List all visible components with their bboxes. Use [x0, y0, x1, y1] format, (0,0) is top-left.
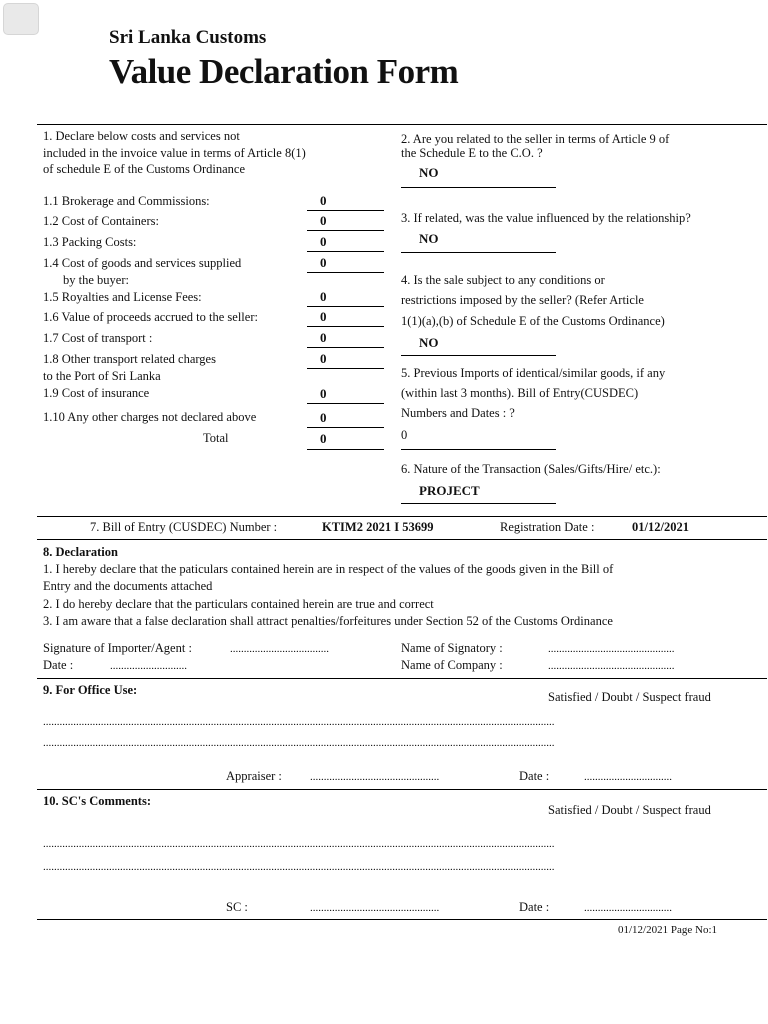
section-rule [37, 919, 767, 920]
sc-comment-line[interactable]: .......................................................................................................................................................................................... [43, 838, 555, 850]
q1-item-value: 0 [320, 234, 327, 249]
q6-line: 6. Nature of the Transaction (Sales/Gifts/Hire/ etc.): [401, 462, 661, 476]
q1-item-label-cont: to the Port of Sri Lanka [43, 369, 161, 383]
office-date-field[interactable]: ................................ [584, 771, 672, 783]
answer-underline [401, 449, 556, 450]
form-title: Value Declaration Form [109, 52, 459, 91]
q1-item-label: 1.3 Packing Costs: [43, 235, 137, 249]
sc-comments-heading: 10. SC's Comments: [43, 794, 151, 808]
q3-answer: NO [419, 231, 439, 246]
q1-item-label: 1.9 Cost of insurance [43, 386, 150, 400]
appraiser-label: Appraiser : [226, 769, 282, 783]
q4-answer: NO [419, 335, 439, 350]
office-use-heading: 9. For Office Use: [43, 683, 138, 697]
registration-date: 01/12/2021 [632, 520, 689, 534]
q4-line: restrictions imposed by the seller? (Refer Article [401, 293, 644, 307]
office-comment-line[interactable]: .......................................................................................................................................................................................... [43, 716, 555, 728]
q1-item-label: 1.5 Royalties and License Fees: [43, 290, 202, 304]
declaration-line: 3. I am aware that a false declaration shall attract penalties/forfeitures under Section 52 of the Customs Ordinance [43, 614, 613, 628]
signature-field[interactable]: .................................... [230, 643, 329, 655]
q1-item-label: 1.2 Cost of Containers: [43, 214, 159, 228]
q1-item-value: 0 [320, 193, 327, 208]
answer-underline [401, 252, 556, 253]
section-rule [37, 539, 767, 540]
declaration-line: 1. I hereby declare that the paticulars contained herein are in respect of the values of the goods given in the Bill of [43, 562, 614, 576]
signatory-label: Name of Signatory : [401, 641, 503, 655]
office-date-label: Date : [519, 769, 550, 783]
q1-item-label-cont: by the buyer: [63, 273, 129, 287]
answer-underline [401, 187, 556, 188]
value-underline [307, 347, 384, 348]
total-value: 0 [320, 431, 327, 446]
q1-item-value: 0 [320, 309, 327, 324]
q1-item-label: 1.10 Any other charges not declared above [43, 410, 257, 424]
page-footer: 01/12/2021 Page No:1 [618, 924, 717, 936]
answer-underline [401, 355, 556, 356]
declaration-line: 2. I do hereby declare that the particulars contained herein are true and correct [43, 597, 434, 611]
top-rule [37, 124, 767, 125]
q1-item-value: 0 [320, 330, 327, 345]
value-underline [307, 306, 384, 307]
value-underline [307, 251, 384, 252]
q5-line: Numbers and Dates : ? [401, 406, 515, 420]
sc-field[interactable]: ............................................... [310, 902, 440, 914]
value-underline [307, 427, 384, 428]
q1-intro-1: 1. Declare below costs and services not [43, 129, 240, 143]
q1-intro-2: included in the invoice value in terms of Article 8(1) [43, 146, 306, 160]
q1-item-label: 1.8 Other transport related charges [43, 352, 216, 366]
appraiser-field[interactable]: ............................................... [310, 771, 440, 783]
office-options: Satisfied / Doubt / Suspect fraud [548, 690, 711, 704]
q5-line: 5. Previous Imports of identical/similar goods, if any [401, 366, 666, 380]
q5-answer: 0 [401, 428, 408, 442]
value-underline [307, 403, 384, 404]
q1-intro-3: of schedule E of the Customs Ordinance [43, 162, 246, 176]
value-underline [307, 449, 384, 450]
q1-item-value: 0 [320, 410, 327, 425]
q1-item-value: 0 [320, 289, 327, 304]
q5-line: (within last 3 months). Bill of Entry(CUSDEC) [401, 386, 639, 400]
page-corner-tab [3, 3, 39, 35]
signature-label: Signature of Importer/Agent : [43, 641, 192, 655]
q4-line: 1(1)(a),(b) of Schedule E of the Customs Ordinance) [401, 314, 665, 328]
signatory-field[interactable]: .............................................. [548, 643, 675, 655]
declaration-heading: 8. Declaration [43, 545, 118, 559]
sc-label: SC : [226, 900, 248, 914]
q3-line: 3. If related, was the value influenced by the relationship? [401, 211, 691, 225]
value-underline [307, 326, 384, 327]
q1-item-label: 1.4 Cost of goods and services supplied [43, 256, 242, 270]
value-underline [307, 210, 384, 211]
date-field[interactable]: ............................ [110, 660, 187, 672]
q4-line: 4. Is the sale subject to any conditions or [401, 273, 605, 287]
q1-item-value: 0 [320, 386, 327, 401]
org-name: Sri Lanka Customs [109, 27, 267, 48]
q1-item-label: 1.7 Cost of transport : [43, 331, 153, 345]
sc-date-field[interactable]: ................................ [584, 902, 672, 914]
company-label: Name of Company : [401, 658, 503, 672]
section-rule [37, 516, 767, 517]
q1-item-value: 0 [320, 255, 327, 270]
registration-date-label: Registration Date : [500, 520, 595, 534]
company-field[interactable]: .............................................. [548, 660, 675, 672]
date-label: Date : [43, 658, 74, 672]
sc-date-label: Date : [519, 900, 550, 914]
section-rule [37, 789, 767, 790]
q2-answer: NO [419, 165, 439, 180]
q1-item-label: 1.1 Brokerage and Commissions: [43, 194, 210, 208]
total-label: Total [203, 431, 229, 445]
value-underline [307, 230, 384, 231]
section-rule [37, 678, 767, 679]
q1-item-value: 0 [320, 213, 327, 228]
value-underline [307, 368, 384, 369]
declaration-line: Entry and the documents attached [43, 579, 213, 593]
q1-item-label: 1.6 Value of proceeds accrued to the seller: [43, 310, 258, 324]
bill-of-entry-number: KTIM2 2021 I 53699 [322, 520, 434, 534]
q6-answer: PROJECT [419, 483, 480, 498]
value-underline [307, 272, 384, 273]
q2-line: 2. Are you related to the seller in terms of Article 9 of [401, 132, 670, 146]
sc-comment-line[interactable]: .......................................................................................................................................................................................... [43, 861, 555, 873]
answer-underline [401, 503, 556, 504]
office-comment-line[interactable]: .......................................................................................................................................................................................... [43, 737, 555, 749]
q2-line: the Schedule E to the C.O. ? [401, 146, 543, 160]
q1-item-value: 0 [320, 351, 327, 366]
q7-label: 7. Bill of Entry (CUSDEC) Number : [90, 520, 278, 534]
sc-options: Satisfied / Doubt / Suspect fraud [548, 803, 711, 817]
